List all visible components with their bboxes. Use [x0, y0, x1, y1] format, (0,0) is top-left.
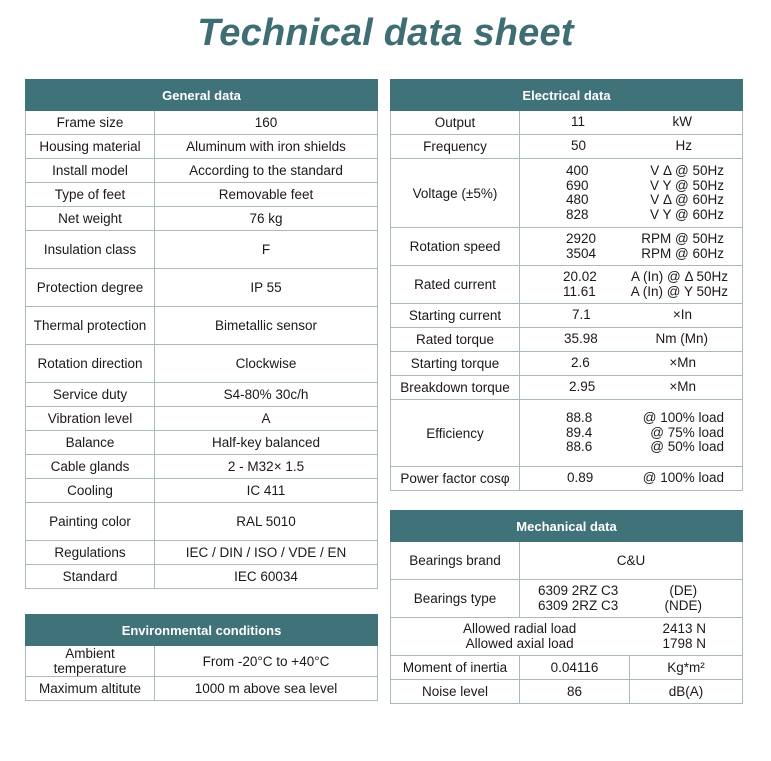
row-label: Insulation class: [26, 231, 155, 269]
voltage-unit: V Δ @ 50Hz: [650, 163, 724, 178]
table-row: [391, 135, 743, 159]
table-row: [391, 111, 743, 135]
current-unit: A (In) @ Δ 50Hz: [630, 269, 728, 284]
row-label: Efficiency: [391, 400, 520, 467]
table-row: [391, 580, 743, 618]
row-unit: ×Mn: [669, 355, 696, 371]
row-label: Cooling: [26, 479, 155, 503]
current-value: 11.61: [563, 283, 596, 299]
row-value: According to the standard: [155, 159, 378, 183]
row-value: 0.89: [567, 470, 594, 486]
row-value: 2.6: [571, 355, 590, 371]
row-unit: kW: [672, 114, 692, 130]
row-label: Frequency: [391, 135, 520, 159]
row-label: Painting color: [26, 503, 155, 541]
row-label: Rotation direction: [26, 345, 155, 383]
row-label: Balance: [26, 431, 155, 455]
environmental-conditions-header: Environmental conditions: [26, 615, 378, 646]
row-label: Regulations: [26, 541, 155, 565]
table-row: [391, 328, 743, 352]
row-unit: Hz: [675, 138, 692, 154]
row-label: Power factor cosφ: [391, 467, 520, 491]
speed-value: 2920: [566, 231, 597, 246]
row-label: Rated current: [391, 266, 520, 304]
row-label: Voltage (±5%): [391, 159, 520, 228]
row-value: A: [155, 407, 378, 431]
table-row: [391, 352, 743, 376]
electrical-data-table: [390, 79, 743, 491]
row-label: Service duty: [26, 383, 155, 407]
row-label: Standard: [26, 565, 155, 589]
table-row: [391, 542, 743, 580]
current-unit: A (In) @ Y 50Hz: [630, 283, 728, 299]
row-label: Ambient temperature: [26, 646, 155, 677]
row-label: Bearings type: [391, 580, 520, 618]
table-row: [391, 304, 743, 328]
table-row: [391, 656, 743, 680]
row-label: Housing material: [26, 135, 155, 159]
table-row: [26, 231, 378, 269]
load-value: 2413 N: [662, 621, 707, 636]
table-row: [391, 159, 743, 228]
table-row: [26, 431, 378, 455]
row-label: Starting torque: [391, 352, 520, 376]
table-row: [26, 307, 378, 345]
electrical-data-header: Electrical data: [391, 80, 743, 111]
environmental-conditions-table: [25, 614, 378, 701]
row-label: Starting current: [391, 304, 520, 328]
table-row: [26, 677, 378, 701]
row-value: IC 411: [155, 479, 378, 503]
row-label: Net weight: [26, 207, 155, 231]
efficiency-value: 89.4: [566, 424, 593, 440]
table-row: [26, 503, 378, 541]
efficiency-value: 88.6: [566, 439, 593, 455]
table-row: [26, 383, 378, 407]
row-unit: Nm (Mn): [655, 331, 708, 347]
row-value: 0.04116: [520, 656, 630, 680]
row-unit: @ 100% load: [642, 470, 724, 486]
efficiency-unit: @ 50% load: [650, 439, 724, 455]
voltage-unit: V Δ @ 60Hz: [650, 192, 724, 207]
row-value: IEC / DIN / ISO / VDE / EN: [155, 541, 378, 565]
table-row: [391, 376, 743, 400]
speed-unit: RPM @ 50Hz: [641, 231, 724, 246]
row-label: Rated torque: [391, 328, 520, 352]
row-value: 50: [571, 138, 587, 154]
row-label: Moment of inertia: [391, 656, 520, 680]
table-row: [391, 467, 743, 491]
row-value: F: [155, 231, 378, 269]
row-label: Frame size: [26, 111, 155, 135]
table-row: [26, 345, 378, 383]
row-value: 2 - M32× 1.5: [155, 455, 378, 479]
bearing-code: 6309 2RZ C3: [538, 597, 619, 613]
table-row: [391, 266, 743, 304]
row-label: Output: [391, 111, 520, 135]
table-row: [26, 455, 378, 479]
row-label: Rotation speed: [391, 228, 520, 266]
row-label: Type of feet: [26, 183, 155, 207]
bearing-code: 6309 2RZ C3: [538, 583, 619, 598]
row-value: 35.98: [564, 331, 598, 347]
voltage-value: 690: [566, 177, 589, 193]
row-value: Clockwise: [155, 345, 378, 383]
general-data-header: General data: [26, 80, 378, 111]
row-value: 11: [571, 114, 586, 130]
row-value: 2.95: [569, 379, 596, 395]
table-row: [26, 541, 378, 565]
row-value: Aluminum with iron shields: [155, 135, 378, 159]
row-value: Half-key balanced: [155, 431, 378, 455]
row-unit: dB(A): [630, 680, 743, 704]
row-value: Bimetallic sensor: [155, 307, 378, 345]
table-row: [26, 269, 378, 307]
row-value: C&U: [520, 542, 743, 580]
row-value: RAL 5010: [155, 503, 378, 541]
bearing-position: (NDE): [664, 597, 703, 613]
table-row: [26, 479, 378, 503]
row-value: IEC 60034: [155, 565, 378, 589]
row-label: Noise level: [391, 680, 520, 704]
row-value: From -20°C to +40°C: [155, 646, 378, 677]
table-row: [26, 159, 378, 183]
row-value: 7.1: [572, 307, 591, 323]
row-label: Bearings brand: [391, 542, 520, 580]
table-row: [26, 111, 378, 135]
load-label: Allowed radial load: [463, 621, 577, 636]
efficiency-unit: @ 75% load: [650, 424, 724, 440]
row-value: S4-80% 30c/h: [155, 383, 378, 407]
row-unit: ×Mn: [669, 379, 696, 395]
table-row: [26, 565, 378, 589]
table-row: [26, 207, 378, 231]
row-label: Maximum altitute: [26, 677, 155, 701]
load-label: Allowed axial load: [465, 635, 574, 651]
efficiency-unit: @ 100% load: [642, 410, 724, 426]
row-label: Vibration level: [26, 407, 155, 431]
row-value: 86: [520, 680, 630, 704]
mechanical-data-table: [390, 510, 743, 704]
speed-unit: RPM @ 60Hz: [641, 245, 724, 261]
load-value: 1798 N: [662, 635, 707, 651]
row-label: Cable glands: [26, 455, 155, 479]
efficiency-value: 88.8: [566, 410, 593, 426]
table-row: [391, 400, 743, 467]
table-row: [26, 135, 378, 159]
row-label: Breakdown torque: [391, 376, 520, 400]
row-value: 1000 m above sea level: [155, 677, 378, 701]
table-row: [26, 646, 378, 677]
row-value: IP 55: [155, 269, 378, 307]
bearing-position: (DE): [669, 583, 698, 598]
voltage-unit: V Y @ 60Hz: [650, 206, 724, 222]
row-label: Protection degree: [26, 269, 155, 307]
page-title: Technical data sheet: [197, 12, 574, 54]
voltage-value: 400: [566, 163, 589, 178]
voltage-value: 828: [566, 206, 589, 222]
table-row: [26, 407, 378, 431]
row-value: 160: [155, 111, 378, 135]
row-value: 76 kg: [155, 207, 378, 231]
general-data-table: [25, 79, 378, 589]
table-row: [391, 618, 743, 656]
row-unit: ×In: [672, 307, 692, 323]
row-unit: Kg*m²: [630, 656, 743, 680]
voltage-unit: V Y @ 50Hz: [650, 177, 724, 193]
mechanical-data-header: Mechanical data: [391, 511, 743, 542]
current-value: 20.02: [563, 269, 597, 284]
row-value: Removable feet: [155, 183, 378, 207]
table-row: [391, 680, 743, 704]
speed-value: 3504: [566, 245, 597, 261]
table-row: [391, 228, 743, 266]
row-label: Install model: [26, 159, 155, 183]
voltage-value: 480: [566, 192, 589, 207]
table-row: [26, 183, 378, 207]
row-label: Thermal protection: [26, 307, 155, 345]
